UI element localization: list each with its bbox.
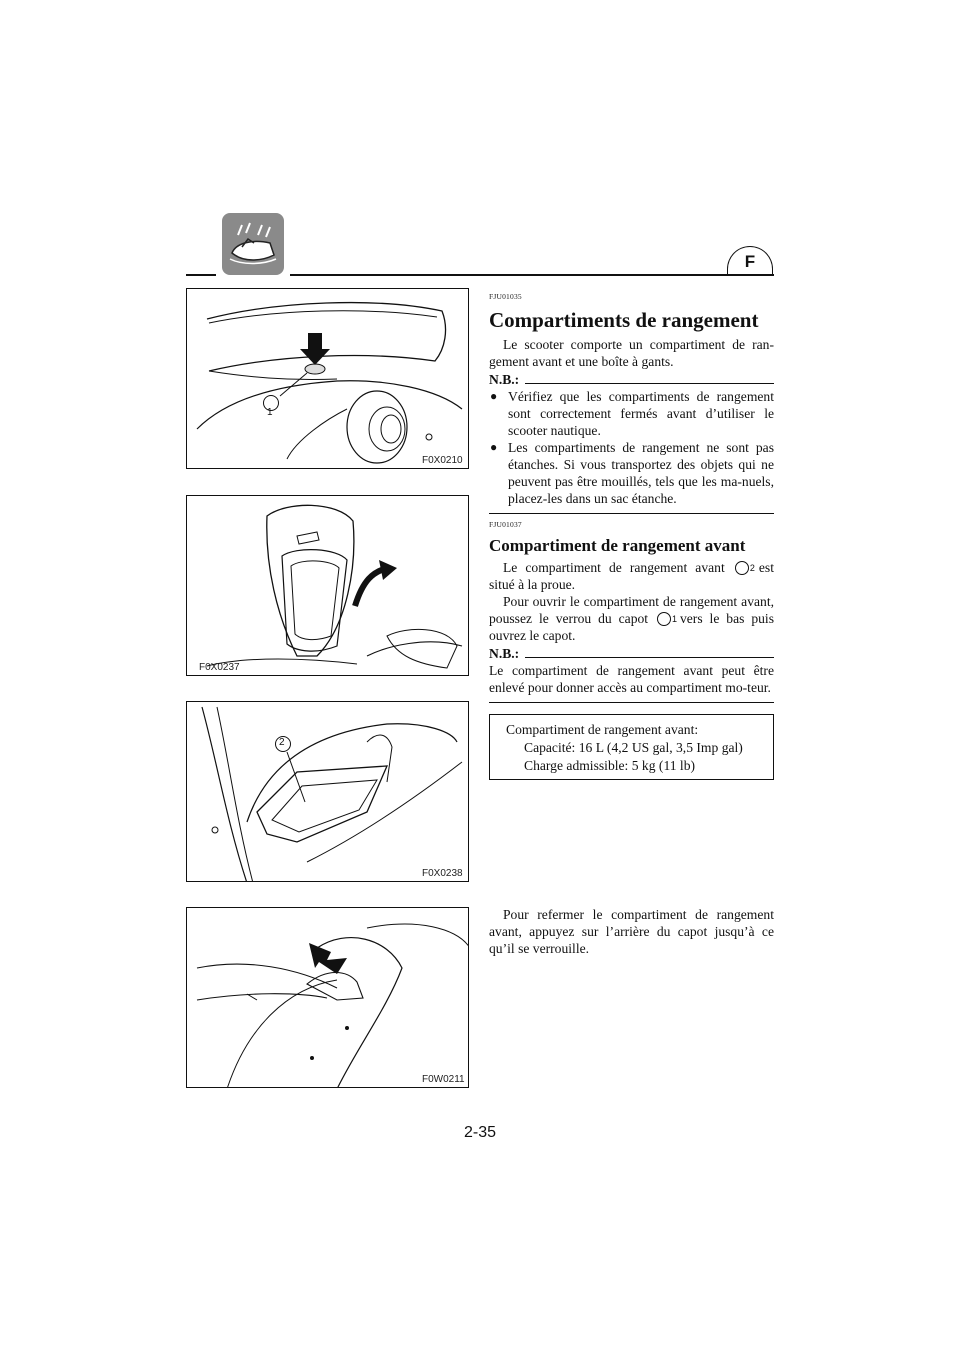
open-hood-illustration bbox=[187, 496, 469, 676]
section-title: Compartiments de rangement bbox=[489, 308, 759, 332]
callout-ref: 1 bbox=[657, 612, 671, 626]
figure-open-hood bbox=[186, 495, 469, 676]
nb-label: N.B.: bbox=[489, 372, 520, 387]
nb-heading bbox=[489, 645, 774, 662]
figure-code: F0X0237 bbox=[199, 662, 240, 673]
section-code: FJU01035 bbox=[489, 292, 522, 301]
figure-code: F0X0238 bbox=[422, 868, 463, 879]
header-rule bbox=[186, 274, 216, 276]
spec-title: Compartiment de rangement avant: bbox=[506, 722, 699, 737]
figure-close-hood bbox=[186, 907, 469, 1088]
spec-load: Charge admissible: 5 kg (11 lb) bbox=[524, 758, 696, 773]
hood-lock-illustration bbox=[187, 289, 469, 469]
language-tab: F bbox=[727, 246, 773, 274]
nb-heading bbox=[489, 371, 774, 388]
page-number: 2-35 bbox=[463, 1124, 497, 1141]
nb-end-rule bbox=[489, 513, 774, 514]
section-storage bbox=[489, 288, 774, 514]
nb-end-rule bbox=[489, 702, 774, 703]
section-code: FJU01037 bbox=[489, 520, 522, 529]
bullet-icon: ● bbox=[490, 440, 498, 454]
section-title: Compartiment de rangement avant bbox=[489, 536, 746, 555]
spec-box bbox=[489, 714, 774, 780]
callout-2: 2 bbox=[279, 737, 285, 748]
section-front-storage bbox=[489, 516, 774, 703]
bullet-icon: ● bbox=[490, 389, 498, 403]
paragraph: Pour ouvrir le compartiment de rangement avant, poussez le verrou du capot 1 vers le bas puis ouvrez le capot. bbox=[489, 594, 775, 643]
figure-code: F0W0211 bbox=[422, 1074, 465, 1085]
list-item-text: Vérifiez que les compartiments de rangement sont correctement fermés avant d’utiliser le scooter nautique. bbox=[508, 389, 774, 438]
list-item bbox=[489, 388, 774, 439]
paragraph: Le compartiment de rangement avant 2 est situé à la proue. bbox=[489, 560, 774, 592]
figure-front-compartment bbox=[186, 701, 469, 882]
jet-ski-icon bbox=[222, 213, 284, 275]
close-hood-illustration bbox=[187, 908, 469, 1088]
figure-code: F0X0210 bbox=[422, 455, 463, 466]
front-compartment-illustration bbox=[187, 702, 469, 882]
list-item bbox=[489, 439, 774, 507]
closing-section bbox=[489, 906, 774, 957]
figure-hood-lock bbox=[186, 288, 469, 469]
list-item-text: Les compartiments de rangement ne sont pas étanches. Si vous transportez des objets qui ne peuvent pas être mouillés, tels que les ma-nuels, placez-les dans un sac étanche. bbox=[508, 440, 774, 506]
callout-1: 1 bbox=[267, 407, 273, 418]
callout-ref: 2 bbox=[735, 561, 749, 575]
header-rule bbox=[290, 274, 774, 276]
nb-text: Le compartiment de rangement avant peut être enlevé pour donner accès au compartiment mo-teur. bbox=[489, 663, 774, 695]
spec-capacity: Capacité: 16 L (4,2 US gal, 3,5 Imp gal) bbox=[524, 740, 743, 755]
nb-label: N.B.: bbox=[489, 646, 520, 661]
closing-text: Pour refermer le compartiment de rangement avant, appuyez sur l’arrière du capot jusqu’à ce qu’il se verrouille. bbox=[489, 907, 774, 956]
section-intro: Le scooter comporte un compartiment de ran-gement avant et une boîte à gants. bbox=[489, 337, 774, 369]
